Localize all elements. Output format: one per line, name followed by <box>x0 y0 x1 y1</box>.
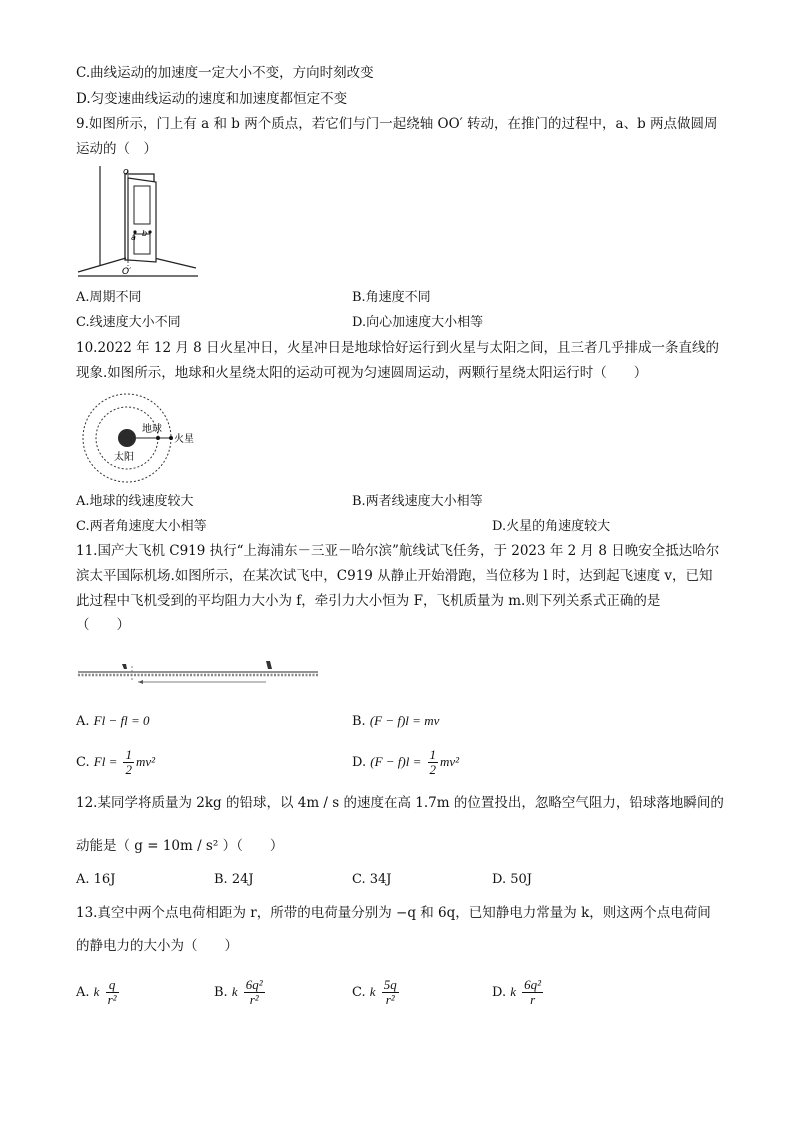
label-a: a <box>131 233 136 242</box>
q12-stem-line1: 12.某同学将质量为 2kg 的铅球，以 4m / s 的速度在高 1.7m 的位置投出，忽略空气阻力，铅球落地瞬间的 <box>76 795 724 811</box>
q11-stem-line4: （ ） <box>76 617 130 633</box>
fraction-half: $\frac{1}{2}$ <box>125 747 132 777</box>
q10-option-a: A.地球的线速度较大 <box>76 494 194 509</box>
q13-option-d: D. k $\frac{\text{6q²}}{r}$ <box>492 977 542 1007</box>
runway-figure <box>76 656 321 686</box>
q12-option-c: C. 34J <box>352 872 392 887</box>
q13-option-c: C. k $\frac{5q}{\text{r²}}$ <box>352 977 397 1007</box>
q13-option-a: A. k $\frac{q}{\text{r²}}$ <box>76 977 117 1007</box>
q9-option-d: D.向心加速度大小相等 <box>352 315 484 330</box>
q11-option-d: D. (F − f)l = $\frac{1}{2}$ mv² <box>352 747 460 777</box>
q12-stem-line2: 动能是（ g = 10m / s² ）（ ） <box>76 838 284 854</box>
label-mars: 火星 <box>174 434 194 445</box>
q13-stem-line2: 的静电力的大小为（ ） <box>76 938 238 954</box>
q12-option-a: A. 16J <box>76 872 116 887</box>
label-o-bottom: O′ <box>122 267 132 277</box>
q10-stem-line2: 现象.如图所示，地球和火星绕太阳的运动可视为匀速圆周运动，两颗行星绕太阳运行时（ ） <box>76 365 648 381</box>
q8-option-d: D.匀变速曲线运动的速度和加速度都恒定不变 <box>76 91 348 107</box>
q10-option-c: C.两者角速度大小相等 <box>76 519 207 534</box>
q9-stem-line1: 9.如图所示，门上有 a 和 b 两个质点，若它们与门一起绕轴 OO′ 转动，在推门的过程中，a、b 两点做圆周 <box>76 116 718 132</box>
label-sun: 太阳 <box>114 452 134 463</box>
q13-option-b: B. k $\frac{\text{6q²}}{\text{r²}}$ <box>214 977 263 1007</box>
q13-stem-line1: 13.真空中两个点电荷相距为 r，所带的电荷量分别为 −q 和 6q，已知静电力常量为 k，则这两个点电荷间 <box>76 905 711 921</box>
q9-stem-line2: 运动的（ ） <box>76 141 157 157</box>
q9-option-a: A.周期不同 <box>76 290 142 305</box>
fraction-half: $\frac{1}{2}$ <box>429 747 436 777</box>
label-earth: 地球 <box>142 424 162 435</box>
q10-option-d: D.火星的角速度较大 <box>492 519 611 534</box>
label-o-top: o <box>123 167 129 177</box>
q11-stem-line3: 此过程中飞机受到的平均阻力大小为 f，牵引力大小恒为 F，飞机质量为 m.则下列关系式正确的是 <box>76 593 661 609</box>
orbit-figure <box>80 392 204 484</box>
q11-option-c: C. Fl = $\frac{1}{2}$ mv² <box>76 747 156 777</box>
q12-option-d: D. 50J <box>492 872 532 887</box>
q9-option-b: B.角速度不同 <box>352 290 431 305</box>
q9-option-c: C.线速度大小不同 <box>76 315 181 330</box>
q8-option-c: C.曲线运动的加速度一定大小不变，方向时刻改变 <box>76 65 374 81</box>
q11-option-b: B. (F − f)l = mv <box>352 713 440 729</box>
label-b: b <box>142 229 148 238</box>
q11-stem-line1: 11.国产大飞机 C919 执行“上海浦东－三亚－哈尔滨”航线试飞任务，于 2023 年 2 月 8 日晚安全抵达哈尔 <box>76 543 720 559</box>
q11-stem-line2: 滨太平国际机场.如图所示，在某次试飞中，C919 从静止开始滑跑，当位移为 l 时，达到起飞速度 v，已知 <box>76 568 713 584</box>
q11-option-a: A. Fl − fl = 0 <box>76 713 150 729</box>
q10-stem-line1: 10.2022 年 12 月 8 日火星冲日，火星冲日是地球恰好运行到火星与太阳之间，且三者几乎排成一条直线的 <box>76 340 720 356</box>
door-figure <box>78 166 198 282</box>
q12-option-b: B. 24J <box>214 872 254 887</box>
q10-option-b: B.两者线速度大小相等 <box>352 494 483 509</box>
